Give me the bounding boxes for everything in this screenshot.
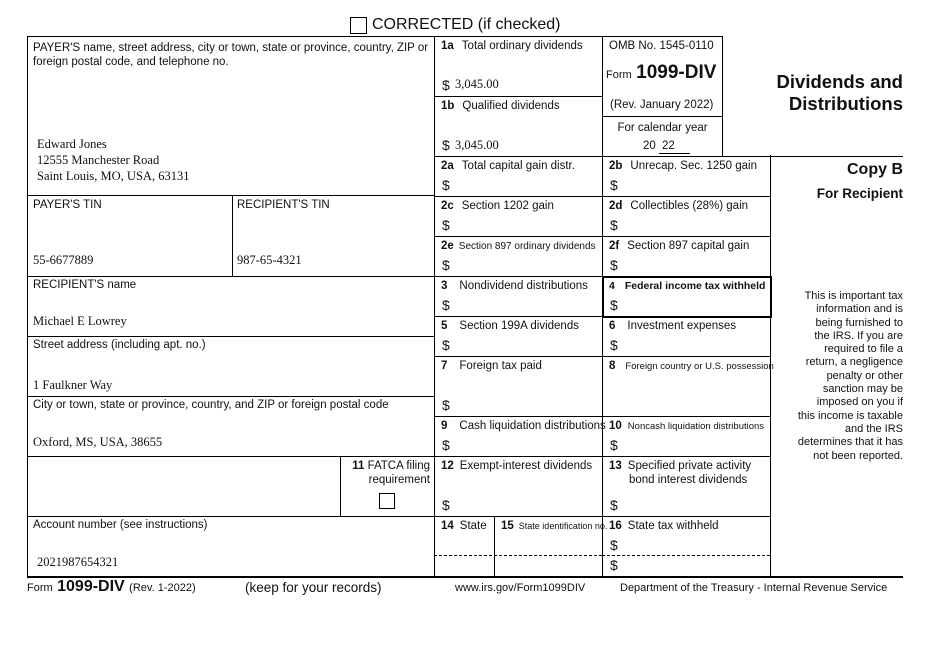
box-5-dollar[interactable]: $ — [442, 337, 450, 353]
corrected-label: CORRECTED (if checked) — [372, 16, 561, 33]
box-2d-dollar[interactable]: $ — [610, 217, 618, 233]
payer-name[interactable]: Edward Jones — [37, 137, 107, 151]
fatca-checkbox[interactable] — [379, 493, 395, 509]
recipient-tin-label: RECIPIENT'S TIN — [237, 199, 330, 211]
account-label: Account number (see instructions) — [33, 519, 208, 531]
form-left-border — [27, 36, 28, 576]
recipient-city-value[interactable]: Oxford, MS, USA, 38655 — [33, 435, 163, 449]
box-2a-label: 2a Total capital gain distr. — [441, 160, 575, 172]
box-4-label: 4 Federal income tax withheld — [609, 280, 766, 292]
box-6-dollar[interactable]: $ — [610, 337, 618, 353]
omb-revision: (Rev. January 2022) — [610, 99, 714, 111]
box-16-label: 16 State tax withheld — [609, 520, 719, 532]
box-5-label: 5 Section 199A dividends — [441, 320, 579, 332]
recipient-tin-value[interactable]: 987-65-4321 — [237, 253, 302, 267]
calendar-year-prefix: 20 — [643, 140, 656, 152]
box-3-dollar[interactable]: $ — [442, 297, 450, 313]
form-top-border — [27, 36, 723, 37]
payer-tin-label: PAYER'S TIN — [33, 199, 102, 211]
box-13-label: 13 Specified private activity — [609, 460, 752, 472]
box-2e-label: 2e Section 897 ordinary dividends — [441, 240, 596, 252]
omb-number: OMB No. 1545-0110 — [609, 40, 714, 52]
box-10-label: 10 Noncash liquidation distributions — [609, 420, 765, 432]
box-14-label: 14 State — [441, 520, 487, 532]
corrected-checkbox[interactable] — [350, 17, 367, 34]
fatca-label-2: requirement — [368, 474, 430, 486]
box-10-dollar[interactable]: $ — [610, 437, 618, 453]
payer-street[interactable]: 12555 Manchester Road — [37, 153, 160, 167]
box-2d-label: 2d Collectibles (28%) gain — [609, 200, 749, 212]
box-1b-value[interactable]: 3,045.00 — [455, 138, 499, 152]
recipient-city-label: City or town, state or province, country, and ZIP or foreign postal code — [33, 399, 389, 411]
calendar-year-label: For calendar year — [617, 122, 708, 134]
box-3-label: 3 Nondividend distributions — [441, 280, 588, 292]
box-16-dollar-1[interactable]: $ — [610, 537, 618, 553]
box-12-label: 12 Exempt-interest dividends — [441, 460, 593, 472]
box-13-label-2: bond interest dividends — [629, 474, 748, 486]
payer-tin-value[interactable]: 55-6677889 — [33, 253, 94, 267]
box-12-dollar[interactable]: $ — [442, 497, 450, 513]
fatca-label: 11 FATCA filing — [352, 460, 430, 472]
box-6-label: 6 Investment expenses — [609, 320, 737, 332]
box-15-label: 15 State identification no. — [501, 520, 608, 532]
copy-b-title: Copy B — [847, 161, 903, 178]
recipient-name-label: RECIPIENT'S name — [33, 279, 137, 291]
box-14-input[interactable] — [436, 536, 493, 574]
box-16-dollar-2[interactable]: $ — [610, 557, 618, 573]
box-4-dollar[interactable]: $ — [610, 297, 618, 313]
form-title: Dividends and Distributions — [776, 71, 903, 114]
box-1a-value[interactable]: 3,045.00 — [455, 77, 499, 91]
box-13-dollar[interactable]: $ — [610, 497, 618, 513]
recipient-street-value[interactable]: 1 Faulkner Way — [33, 378, 113, 392]
box-2f-dollar[interactable]: $ — [610, 257, 618, 273]
box-8-input[interactable] — [603, 376, 769, 414]
footer-form-name: Form 1099-DIV (Rev. 1-2022) — [27, 578, 196, 595]
payer-label: PAYER'S name, street address, city or town, state or province, country, ZIP or foreign postal code, and telephone no. — [33, 42, 429, 68]
box-2f-label: 2f Section 897 capital gain — [609, 240, 750, 252]
box-9-dollar[interactable]: $ — [442, 437, 450, 453]
footer-url: www.irs.gov/Form1099DIV — [455, 582, 586, 594]
box-2a-dollar[interactable]: $ — [442, 177, 450, 193]
box-2b-dollar[interactable]: $ — [610, 177, 618, 193]
copy-b-notice: This is important tax information and is being furnished to the IRS. If you are required to file a return, a negligence penalty or other sanction may be imposed on you if this income is taxable and the IRS determines that it has not been reported. — [797, 290, 903, 462]
box-2b-label: 2b Unrecap. Sec. 1250 gain — [609, 160, 758, 172]
copy-b-subtitle: For Recipient — [816, 186, 903, 201]
payer-city[interactable]: Saint Louis, MO, USA, 63131 — [37, 169, 190, 183]
omb-form-name: Form 1099-DIV — [606, 62, 717, 83]
box-7-label: 7 Foreign tax paid — [441, 360, 542, 372]
box-1a-label: 1a Total ordinary dividends — [441, 40, 583, 52]
footer-department: Department of the Treasury - Internal Revenue Service — [620, 582, 888, 594]
box-2c-label: 2c Section 1202 gain — [441, 200, 554, 212]
box-1a-dollar: $ — [442, 77, 450, 93]
calendar-year-value[interactable]: 22 — [659, 139, 690, 154]
box-8-label: 8 Foreign country or U.S. possession — [609, 360, 774, 372]
box-2c-dollar[interactable]: $ — [442, 217, 450, 233]
box-1b-dollar: $ — [442, 137, 450, 153]
account-value[interactable]: 2021987654321 — [37, 555, 119, 569]
box-9-label: 9 Cash liquidation distributions — [441, 420, 606, 432]
box-7-dollar[interactable]: $ — [442, 397, 450, 413]
footer-keep: (keep for your records) — [245, 580, 382, 595]
box-15-input[interactable] — [496, 536, 601, 574]
box-2e-dollar[interactable]: $ — [442, 257, 450, 273]
box-1b-label: 1b Qualified dividends — [441, 100, 560, 112]
recipient-name-value[interactable]: Michael E Lowrey — [33, 314, 127, 328]
recipient-street-label: Street address (including apt. no.) — [33, 339, 206, 351]
